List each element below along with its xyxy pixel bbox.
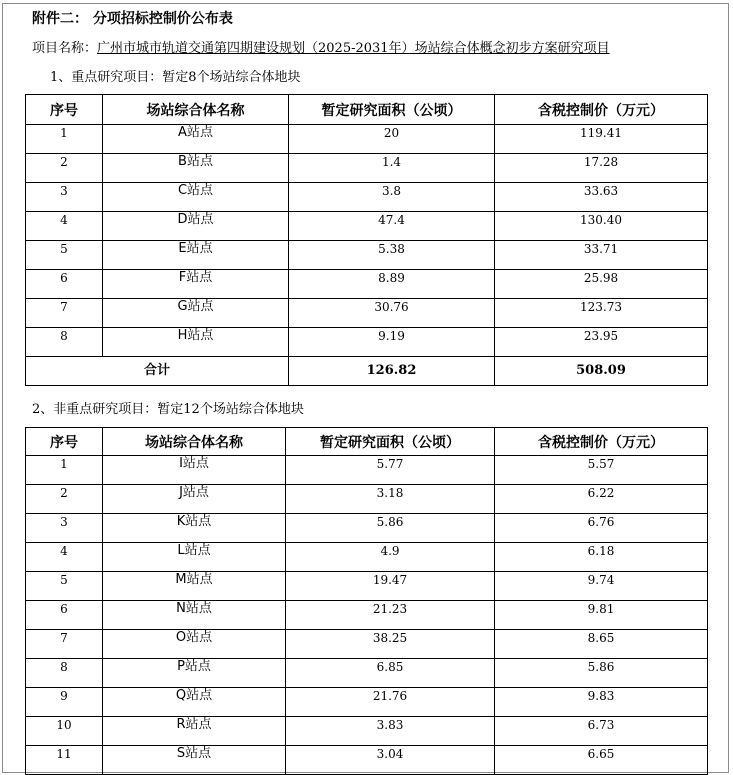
cell-price: 119.41 <box>495 125 708 154</box>
cell-name: G站点 <box>103 299 289 328</box>
header-index: 序号 <box>26 95 103 125</box>
cell-name: J站点 <box>103 485 286 514</box>
table-row <box>26 183 708 212</box>
cell-price: 6.22 <box>495 485 708 514</box>
cell-area: 8.89 <box>289 270 495 299</box>
section-1-title: 1、重点研究项目：暂定8个场站综合体地块 <box>50 70 301 85</box>
cell-name: P站点 <box>103 659 286 688</box>
cell-area: 1.4 <box>289 154 495 183</box>
cell-area: 6.85 <box>286 659 495 688</box>
cell-index: 2 <box>26 154 103 183</box>
table-row <box>26 659 708 688</box>
table-row <box>26 456 708 485</box>
cell-price: 5.86 <box>495 659 708 688</box>
project-line <box>32 37 610 56</box>
cell-name: D站点 <box>103 212 289 241</box>
cell-index: 7 <box>26 299 103 328</box>
table-row <box>26 299 708 328</box>
cell-index: 11 <box>26 746 103 775</box>
header-price: 含税控制价（万元） <box>495 95 708 125</box>
cell-area: 19.47 <box>286 572 495 601</box>
cell-price: 130.40 <box>495 212 708 241</box>
cell-price: 9.74 <box>495 572 708 601</box>
header-name: 场站综合体名称 <box>103 95 289 125</box>
cell-index: 2 <box>26 485 103 514</box>
key-projects-table <box>25 94 708 386</box>
cell-price: 6.18 <box>495 543 708 572</box>
cell-index: 9 <box>26 688 103 717</box>
cell-index: 8 <box>26 659 103 688</box>
page-title: 附件二： 分项招标控制价公布表 <box>32 11 233 27</box>
table-row <box>26 543 708 572</box>
cell-area: 47.4 <box>289 212 495 241</box>
table-row <box>26 485 708 514</box>
header-price: 含税控制价（万元） <box>495 428 708 456</box>
cell-index: 3 <box>26 183 103 212</box>
cell-name: F站点 <box>103 270 289 299</box>
header-area: 暂定研究面积（公顷） <box>289 95 495 125</box>
cell-name: O站点 <box>103 630 286 659</box>
cell-index: 3 <box>26 514 103 543</box>
cell-price: 9.81 <box>495 601 708 630</box>
cell-price: 6.65 <box>495 746 708 775</box>
cell-price: 6.73 <box>495 717 708 746</box>
cell-price: 9.83 <box>495 688 708 717</box>
cell-index: 7 <box>26 630 103 659</box>
cell-price: 33.63 <box>495 183 708 212</box>
project-label: 项目名称： <box>32 41 98 56</box>
table-row <box>26 717 708 746</box>
total-price: 508.09 <box>495 357 708 386</box>
cell-index: 1 <box>26 456 103 485</box>
cell-area: 30.76 <box>289 299 495 328</box>
table-row <box>26 514 708 543</box>
cell-index: 5 <box>26 572 103 601</box>
cell-area: 21.76 <box>286 688 495 717</box>
cell-price: 33.71 <box>495 241 708 270</box>
section-2-title: 2、非重点研究项目：暂定12个场站综合体地块 <box>32 402 304 417</box>
cell-area: 38.25 <box>286 630 495 659</box>
cell-index: 4 <box>26 543 103 572</box>
cell-index: 4 <box>26 212 103 241</box>
cell-name: R站点 <box>103 717 286 746</box>
cell-area: 4.9 <box>286 543 495 572</box>
cell-name: S站点 <box>103 746 286 775</box>
table-row <box>26 746 708 775</box>
header-name: 场站综合体名称 <box>103 428 286 456</box>
cell-name: Q站点 <box>103 688 286 717</box>
non-key-projects-table <box>25 427 708 775</box>
table-row <box>26 630 708 659</box>
cell-name: H站点 <box>103 328 289 357</box>
table-row <box>26 154 708 183</box>
cell-index: 10 <box>26 717 103 746</box>
cell-name: B站点 <box>103 154 289 183</box>
cell-index: 1 <box>26 125 103 154</box>
cell-area: 5.38 <box>289 241 495 270</box>
cell-index: 6 <box>26 601 103 630</box>
cell-name: M站点 <box>103 572 286 601</box>
cell-index: 8 <box>26 328 103 357</box>
cell-index: 5 <box>26 241 103 270</box>
cell-name: C站点 <box>103 183 289 212</box>
cell-area: 21.23 <box>286 601 495 630</box>
cell-name: K站点 <box>103 514 286 543</box>
cell-name: N站点 <box>103 601 286 630</box>
total-row <box>26 357 708 386</box>
header-area: 暂定研究面积（公顷） <box>286 428 495 456</box>
cell-name: I站点 <box>103 456 286 485</box>
total-area: 126.82 <box>289 357 495 386</box>
table-row <box>26 572 708 601</box>
table-row <box>26 328 708 357</box>
table-header-row <box>26 95 708 125</box>
table-row <box>26 212 708 241</box>
cell-price: 5.57 <box>495 456 708 485</box>
cell-price: 25.98 <box>495 270 708 299</box>
table-row <box>26 601 708 630</box>
cell-name: L站点 <box>103 543 286 572</box>
cell-area: 5.86 <box>286 514 495 543</box>
cell-area: 5.77 <box>286 456 495 485</box>
cell-area: 3.8 <box>289 183 495 212</box>
table-row <box>26 241 708 270</box>
project-name: 广州市城市轨道交通第四期建设规划（2025-2031年）场站综合体概念初步方案研究项目 <box>97 41 610 56</box>
cell-price: 17.28 <box>495 154 708 183</box>
cell-name: A站点 <box>103 125 289 154</box>
cell-price: 6.76 <box>495 514 708 543</box>
cell-name: E站点 <box>103 241 289 270</box>
table-row <box>26 270 708 299</box>
cell-area: 3.04 <box>286 746 495 775</box>
cell-area: 9.19 <box>289 328 495 357</box>
cell-area: 20 <box>289 125 495 154</box>
cell-price: 23.95 <box>495 328 708 357</box>
cell-price: 8.65 <box>495 630 708 659</box>
cell-area: 3.18 <box>286 485 495 514</box>
cell-price: 123.73 <box>495 299 708 328</box>
cell-area: 3.83 <box>286 717 495 746</box>
header-index: 序号 <box>26 428 103 456</box>
table-row <box>26 125 708 154</box>
table-row <box>26 688 708 717</box>
total-label: 合计 <box>26 357 289 386</box>
cell-index: 6 <box>26 270 103 299</box>
table-header-row <box>26 428 708 456</box>
